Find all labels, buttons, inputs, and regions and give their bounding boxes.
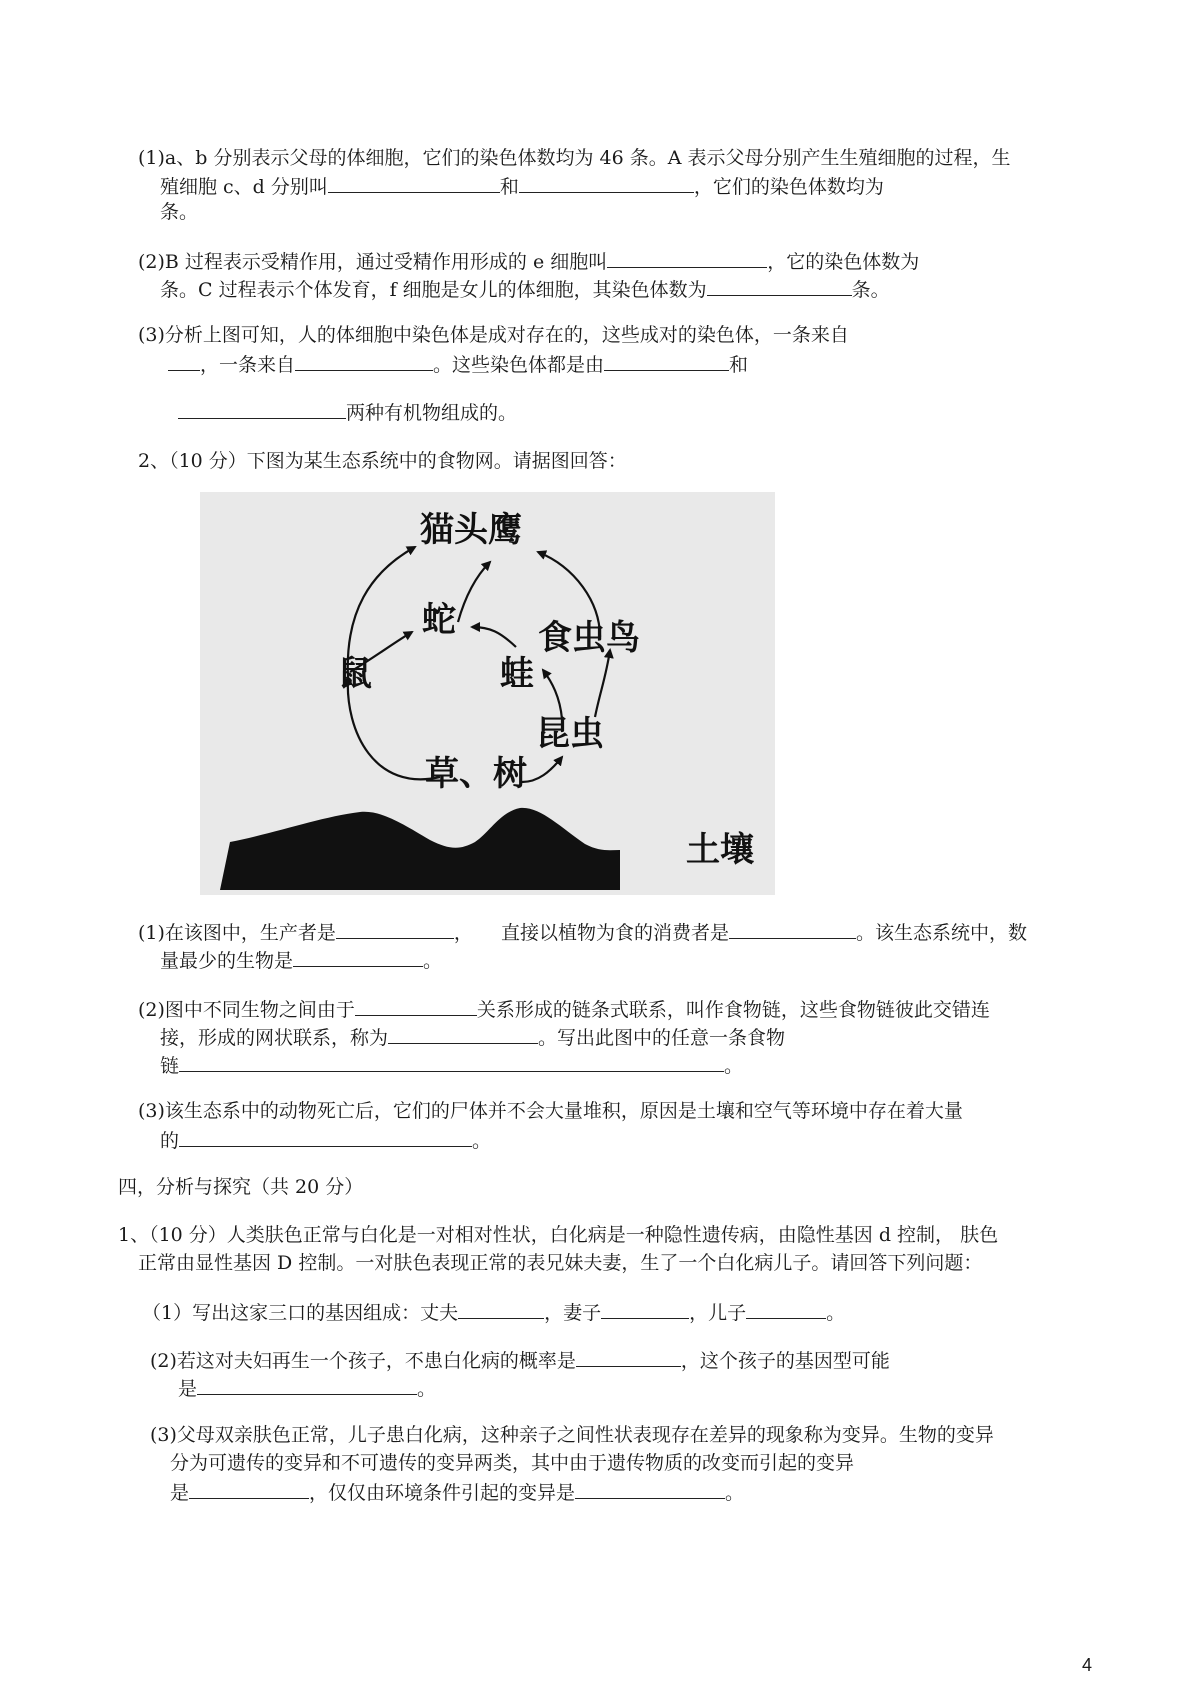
insect-label: 昆虫 <box>536 714 604 754</box>
arrow-frog-to-snake <box>472 627 516 647</box>
answer-blank[interactable] <box>179 1051 724 1072</box>
q2-s1-line2: 量最少的生物是 。 <box>160 946 442 974</box>
answer-blank[interactable] <box>604 350 729 371</box>
answer-blank[interactable] <box>576 1346 681 1367</box>
answer-blank[interactable] <box>336 918 454 939</box>
q1-s1-line3: 条。 <box>160 201 199 223</box>
q3-s3-line2: 分为可遗传的变异和不可遗传的变异两类，其中由于遗传物质的改变而引起的变异 <box>170 1452 855 1474</box>
plants-label: 草、树 <box>425 754 527 794</box>
owl-label: 猫头鹰 <box>420 510 522 550</box>
mouse-label: 鼠 <box>338 654 372 694</box>
soil-label: 土壤 <box>686 830 754 870</box>
insectivorous-bird-label: 食虫鸟 <box>538 618 640 658</box>
soil-hills <box>220 808 620 890</box>
page-number: 4 <box>1082 1655 1093 1675</box>
food-web-diagram <box>200 492 775 895</box>
q1-s1-line1: (1)a、b 分别表示父母的体细胞，它们的染色体数均为 46 条。A 表示父母分别产生生殖细胞的过程，生 <box>138 147 1011 169</box>
answer-blank[interactable] <box>178 398 346 419</box>
frog-label: 蛙 <box>500 654 534 694</box>
q2-s2-line1: (2)图中不同生物之间由于 关系形成的链条式联系，叫作食物链，这些食物链彼此交错连 <box>138 995 990 1023</box>
q3-s3-line1: (3)父母双亲肤色正常，儿子患白化病，这种亲子之间性状表现存在差异的现象称为变异。生物的变异 <box>150 1424 994 1446</box>
q3-line2: 正常由显性基因 D 控制。一对肤色表现正常的表兄妹夫妻，生了一个白化病儿子。请回答下列问题： <box>138 1252 983 1274</box>
answer-blank[interactable] <box>197 1374 417 1395</box>
arrow-insect-to-bird <box>595 650 610 717</box>
answer-blank[interactable] <box>189 1478 309 1499</box>
answer-blank[interactable] <box>746 1298 826 1319</box>
answer-blank[interactable] <box>388 1023 538 1044</box>
q1-s2-line2: 条。C 过程表示个体发育，f 细胞是女儿的体细胞，其染色体数为 条。 <box>160 275 890 303</box>
answer-blank[interactable] <box>168 350 200 371</box>
q3-line1: 1、（10 分）人类肤色正常与白化是一对相对性状，白化病是一种隐性遗传病，由隐性基因 d 控制， 肤色 <box>118 1224 999 1246</box>
q1-s3-line1: (3)分析上图可知，人的体细胞中染色体是成对存在的，这些成对的染色体，一条来自 <box>138 324 849 346</box>
q2-s2-line2: 接，形成的网状联系，称为 。写出此图中的任意一条食物 <box>160 1023 785 1051</box>
arrow-snake-to-owl <box>458 562 490 622</box>
q1-s3-line2: ，一条来自 。这些染色体都是由 和 <box>168 350 748 378</box>
arrow-insect-to-frog <box>543 670 562 719</box>
answer-blank[interactable] <box>355 995 477 1016</box>
q3-s3-line3: 是 ，仅仅由环境条件引起的变异是 。 <box>170 1478 744 1506</box>
answer-blank[interactable] <box>179 1126 472 1147</box>
answer-blank[interactable] <box>729 918 856 939</box>
snake-label: 蛇 <box>422 600 456 640</box>
q2-heading: 2、（10 分）下图为某生态系统中的食物网。请据图回答： <box>138 450 627 472</box>
q3-s1-line: （1）写出这家三口的基因组成：丈夫 ，妻子 ，儿子 。 <box>142 1298 845 1326</box>
arrow-plants-to-insect <box>522 757 562 782</box>
answer-blank[interactable] <box>328 172 500 193</box>
answer-blank[interactable] <box>295 350 433 371</box>
q2-s1-line1: (1)在该图中，生产者是 ， 直接以植物为食的消费者是 。该生态系统中，数 <box>138 918 1027 946</box>
q1-s1-line2: 殖细胞 c、d 分别叫 和 ，它们的染色体数均为 <box>160 172 884 200</box>
answer-blank[interactable] <box>293 946 423 967</box>
answer-blank[interactable] <box>707 275 852 296</box>
q1-s2-line1: (2)B 过程表示受精作用，通过受精作用形成的 e 细胞叫 ，它的染色体数为 <box>138 247 919 275</box>
q1-s3-line3: 两种有机物组成的。 <box>178 398 517 426</box>
q2-s2-line3: 链 。 <box>160 1051 743 1079</box>
answer-blank[interactable] <box>601 1298 689 1319</box>
q2-s3-line2: 的 。 <box>160 1126 491 1154</box>
q3-s2-line1: (2)若这对夫妇再生一个孩子，不患白化病的概率是 ，这个孩子的基因型可能 <box>150 1346 890 1374</box>
answer-blank[interactable] <box>519 172 694 193</box>
answer-blank[interactable] <box>458 1298 544 1319</box>
q3-s2-line2: 是 。 <box>178 1374 436 1402</box>
answer-blank[interactable] <box>607 247 767 268</box>
q2-s3-line1: (3)该生态系中的动物死亡后，它们的尸体并不会大量堆积，原因是土壤和空气等环境中存在着大量 <box>138 1100 963 1122</box>
section4-heading: 四，分析与探究（共 20 分） <box>118 1176 364 1198</box>
answer-blank[interactable] <box>575 1478 725 1499</box>
